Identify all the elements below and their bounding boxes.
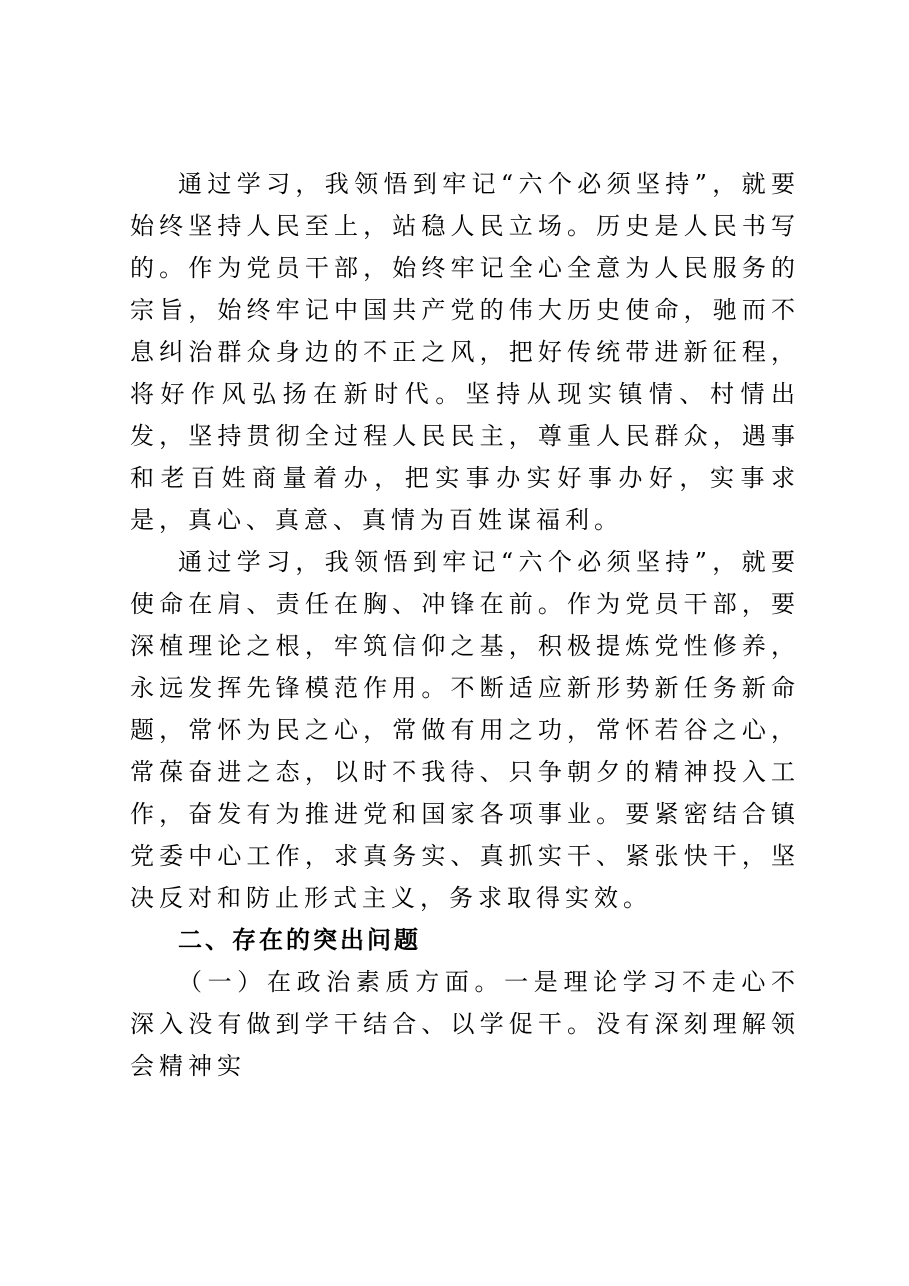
body-paragraph: 通过学习，我领悟到牢记“六个必须坚持”，就要使命在肩、责任在胸、冲锋在前。作为党员干部，要深植理论之根，牢筑信仰之基，积极提炼党性修养，永远发挥先锋模范作用。不断适应新形势新任务新命题，常怀为民之心，常做有用之功，常怀若谷之心，常葆奋进之态，以时不我待、只争朝夕的精神投入工作，奋发有为推进党和国家各项事业。要紧密结合镇党委中心工作，求真务实、真抓实干、紧张快干，坚决反对和防止形式主义，务求取得实效。	[130, 548, 800, 912]
subsection-paragraph: （一）在政治素质方面。一是理论学习不走心不深入没有做到学干结合、以学促干。没有深刻理解领会精神实	[130, 968, 800, 1080]
document-body	[130, 163, 800, 1087]
body-paragraph: 通过学习，我领悟到牢记“六个必须坚持”，就要始终坚持人民至上，站稳人民立场。历史是人民书写的。作为党员干部，始终牢记全心全意为人民服务的宗旨，始终牢记中国共产党的伟大历史使命，驰而不息纠治群众身边的不正之风，把好传统带进新征程，将好作风弘扬在新时代。坚持从现实镇情、村情出发，坚持贯彻全过程人民民主，尊重人民群众，遇事和老百姓商量着办，把实事办实好事办好，实事求是，真心、真意、真情为百姓谋福利。	[130, 170, 800, 534]
section-heading: 二、存在的突出问题	[178, 926, 421, 954]
